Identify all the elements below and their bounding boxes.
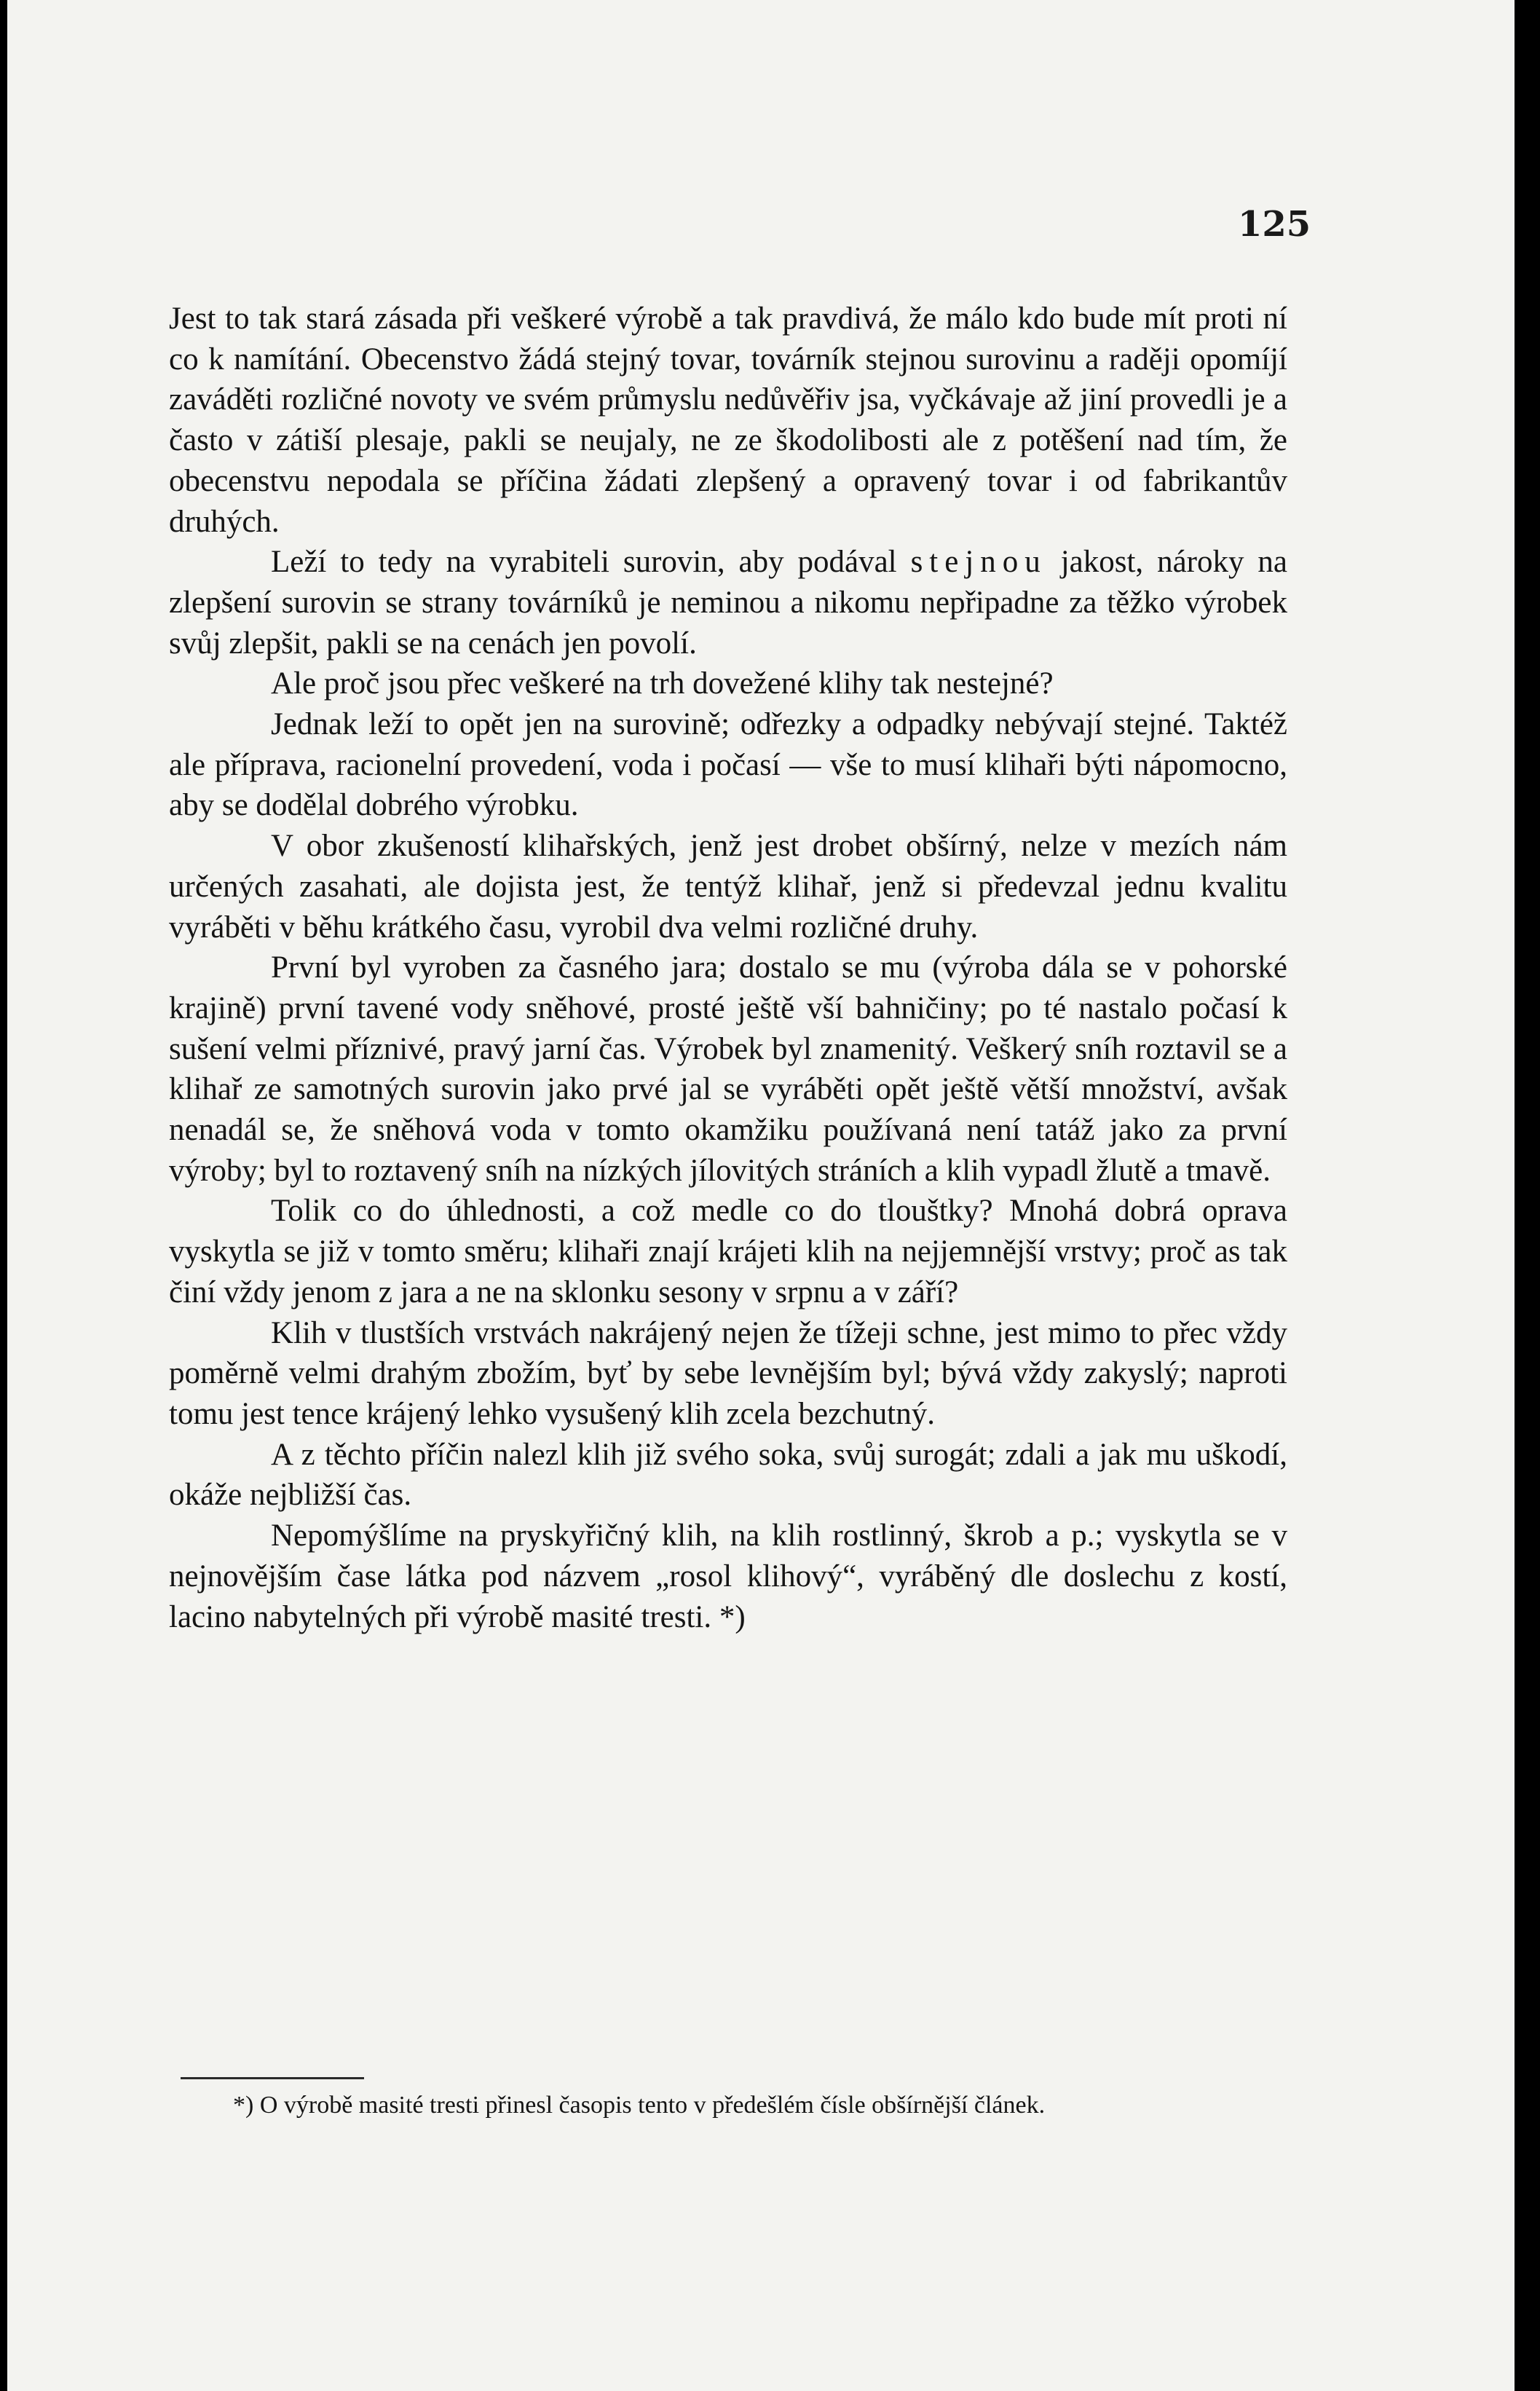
body-text <box>169 299 1287 1637</box>
paragraph-3: Ale proč jsou přec veškeré na trh dovežené klihy tak nestejné? <box>271 666 1054 701</box>
footnote: *) O výrobě masité tresti přinesl časopis tento v předešlém čísle obšírnější článek. <box>233 2092 1046 2119</box>
paragraph-2 <box>169 542 1287 663</box>
paragraph-9: A z těchto příčin nalezl klih již svého soka, svůj surogát; zdali a jak mu uškodí, okáže nejbližší čas. <box>169 1437 1287 1513</box>
paragraph-6: První byl vyroben za časného jara; dostalo se mu (výroba dála se v pohorské krajině) první tavené vody sněhové, prosté ještě vší bahničiny; po té nastalo počasí k sušení velmi příznivé, pravý jarní čas. Výrobek byl znamenitý. Veškerý sníh roztavil se a klihař ze samotných surovin jako prvé jal se vyráběti opět ještě větší množství, avšak nenadál se, že sněhová voda v tomto okamžiku používaná není tatáž jako za první výroby; byl to roztavený sníh na nízkých jílovitých stráních a klih vypadl žlutě a tmavě. <box>169 950 1287 1188</box>
paragraph-2-rest: jakost, nároky na zlepšení surovin se strany továrníků je neminou a nikomu nepřipadne za těžko výrobek svůj zlepšit, pakli se na cenách jen povolí. <box>169 545 1287 661</box>
paragraph-1: Jest to tak stará zásada při veškeré výrobě a tak pravdivá, že málo kdo bude mít proti ní co k namítání. Obecenstvo žádá stejný tovar, továrník stejnou surovinu a raději opomíjí zaváděti rozličné novoty ve svém průmyslu nedůvěřiv jsa, vyčkávaje až jiní provedli je a často v zátiší plesaje, pakli se neujaly, ne ze škodolibosti ale z potěšení nad tím, že obecenstvu nepodala se příčina žádati zlepšený a opravený tovar i od fabrikantův druhých. <box>169 302 1287 539</box>
paragraph-4: Jednak leží to opět jen na surovině; odřezky a odpadky nebývají stejné. Taktéž ale příprava, racionelní provedení, voda i počasí — vše to musí klihaři býti nápomocno, aby se dodělal dobrého výrobku. <box>169 707 1287 823</box>
footnote-divider <box>181 2077 364 2079</box>
emphasis-stejnou: stejnou <box>910 545 1047 580</box>
paragraph-8: Klih v tlustších vrstvách nakrájený nejen že tížeji schne, jest mimo to přec vždy poměrně velmi drahým zbožím, byť by sebe levnějším byl; bývá vždy zakyslý; naproti tomu jest tence krájený lehko vysušený klih zcela bezchutný. <box>169 1315 1287 1431</box>
scanned-page <box>7 0 1515 2391</box>
page-number: 125 <box>1238 204 1311 245</box>
paragraph-2-lead: Leží to tedy na vyrabiteli surovin, aby podával <box>271 545 911 580</box>
paragraph-10: Nepomýšlíme na pryskyřičný klih, na klih rostlinný, škrob a p.; vyskytla se v nejnovějším čase látka pod názvem „rosol klihový“, vyráběný dle doslechu z kostí, lacino nabytelných při výrobě masité tresti. *) <box>169 1518 1287 1634</box>
paragraph-7: Tolik co do úhlednosti, a což medle co do tlouštky? Mnohá dobrá oprava vyskytla se již v tomto směru; klihaři znají krájeti klih na nejjemnější vrstvy; proč as tak činí vždy jenom z jara a ne na sklonku sesony v srpnu a v září? <box>169 1194 1287 1309</box>
paragraph-5: V obor zkušeností klihařských, jenž jest drobet obšírný, nelze v mezích nám určených zasahati, ale dojista jest, že tentýž klihař, jenž si předevzal jednu kvalitu vyráběti v běhu krátkého času, vyrobil dva velmi rozličné druhy. <box>169 829 1287 945</box>
